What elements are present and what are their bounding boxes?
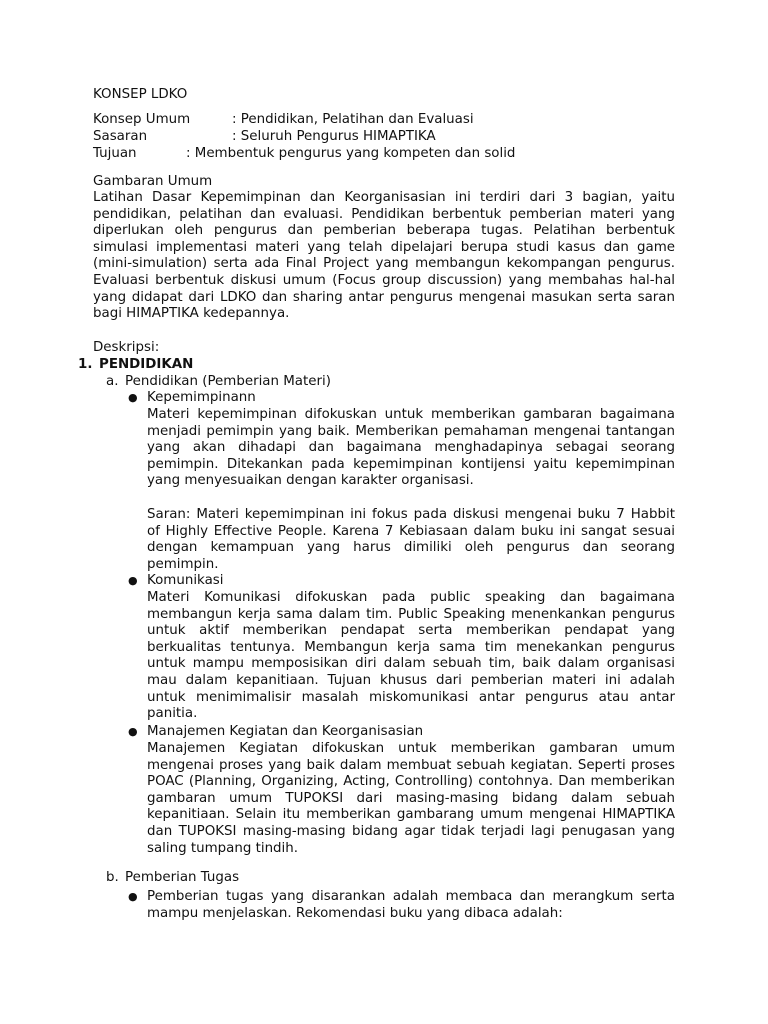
sub-letter: a. bbox=[106, 374, 119, 389]
meta-label: Konsep Umum bbox=[93, 112, 191, 127]
bullet-title: Komunikasi bbox=[147, 573, 224, 588]
sub-title: Pendidikan (Pemberian Materi) bbox=[125, 374, 331, 389]
meta-row-konsep bbox=[93, 112, 693, 129]
section-pendidikan-heading bbox=[78, 357, 378, 374]
meta-row-sasaran bbox=[93, 129, 693, 146]
sub-b-heading bbox=[106, 870, 506, 887]
bullet-title: Kepemimpinann bbox=[147, 390, 256, 405]
meta-row-tujuan bbox=[93, 146, 693, 163]
bullet-body: Materi Komunikasi difokuskan pada public speaking dan bagaimana membangun kerja sama dalam tim. Public Speaking menenkankan pengurus untuk aktif memberikan pendapat serta memberikan pendapat yang berkualitas tentunya. Membangun kerja sama tim menekankan pengurus untuk mampu memposisikan diri dalam sebuah tim, baik dalam organisasi mau dalam kepanitiaan. Tujuan khusus dari pemberian materi ini adalah untuk menimimalisir masalah miskomunikasi antar pengurus atau antar panitia. bbox=[147, 590, 675, 722]
sub-a-heading bbox=[106, 374, 506, 391]
bullet-body: Pemberian tugas yang disarankan adalah membaca dan merangkum serta mampu menjelaskan. Rekomendasi buku yang dibaca adalah: bbox=[147, 889, 675, 921]
meta-value: : Membentuk pengurus yang kompeten dan solid bbox=[186, 146, 516, 161]
bullet-icon: ● bbox=[128, 574, 138, 587]
section-number: 1. bbox=[78, 357, 93, 372]
gambaran-heading: Gambaran Umum bbox=[93, 174, 213, 189]
document-title: KONSEP LDKO bbox=[93, 87, 188, 102]
bullet-icon: ● bbox=[128, 890, 138, 903]
meta-label: Sasaran bbox=[93, 129, 148, 144]
bullet-extra: Saran: Materi kepemimpinan ini fokus pada diskusi mengenai buku 7 Habbit of Highly Effective People. Karena 7 Kebiasaan dalam buku ini sangat sesuai dengan kemampuan yang harus dimiliki oleh pengurus dan seorang pemimpin. bbox=[147, 507, 675, 572]
sub-title: Pemberian Tugas bbox=[125, 870, 240, 885]
gambaran-body: Latihan Dasar Kepemimpinan dan Keorganisasian ini terdiri dari 3 bagian, yaitu pendidikan, pelatihan dan evaluasi. Pendidikan berbentuk pemberian materi yang diperlukan oleh pengurus dan pemberian beberapa tugas. Pelatihan berbentuk simulasi implementasi materi yang telah dipelajari berupa studi kasus dan game (mini-simulation) serta ada Final Project yang membangun kekompangan pengurus. Evaluasi berbentuk diskusi umum (Focus group discussion) yang membahas hal-hal yang didapat dari LDKO dan sharing antar pengurus mengenai masukan serta saran bagi HIMAPTIKA kedepannya. bbox=[93, 190, 675, 322]
deskripsi-heading: Deskripsi: bbox=[93, 340, 160, 355]
sub-letter: b. bbox=[106, 870, 119, 885]
meta-value: : Seluruh Pengurus HIMAPTIKA bbox=[232, 129, 436, 144]
section-title: PENDIDIKAN bbox=[99, 357, 194, 372]
bullet-body: Materi kepemimpinan difokuskan untuk memberikan gambaran bagaimana menjadi pemimpin yang baik. Memberikan pemahaman mengenai tantangan yang akan dihadapi dan bagaimana menghadapinya sebagai seorang pemimpin. Ditekankan pada kepemimpinan kontijensi yaitu kepemimpinan yang menyesuaikan dengan karakter organisasi. bbox=[147, 407, 675, 489]
bullet-icon: ● bbox=[128, 391, 138, 404]
meta-value: : Pendidikan, Pelatihan dan Evaluasi bbox=[232, 112, 474, 127]
bullet-body: Manajemen Kegiatan difokuskan untuk memberikan gambaran umum mengenai proses yang baik dalam membuat sebuah kegiatan. Seperti proses POAC (Planning, Organizing, Acting, Controlling) contohnya. Dan memberikan gambaran umum TUPOKSI dari masing-masing bidang dalam sebuah kepanitiaan. Selain itu memberikan gambarang umum mengenai HIMAPTIKA dan TUPOKSI masing-masing bidang agar tidak terjadi lagi penugasan yang saling tumpang tindih. bbox=[147, 741, 675, 856]
meta-label: Tujuan bbox=[93, 146, 137, 161]
bullet-icon: ● bbox=[128, 725, 138, 738]
bullet-title: Manajemen Kegiatan dan Keorganisasian bbox=[147, 724, 424, 739]
